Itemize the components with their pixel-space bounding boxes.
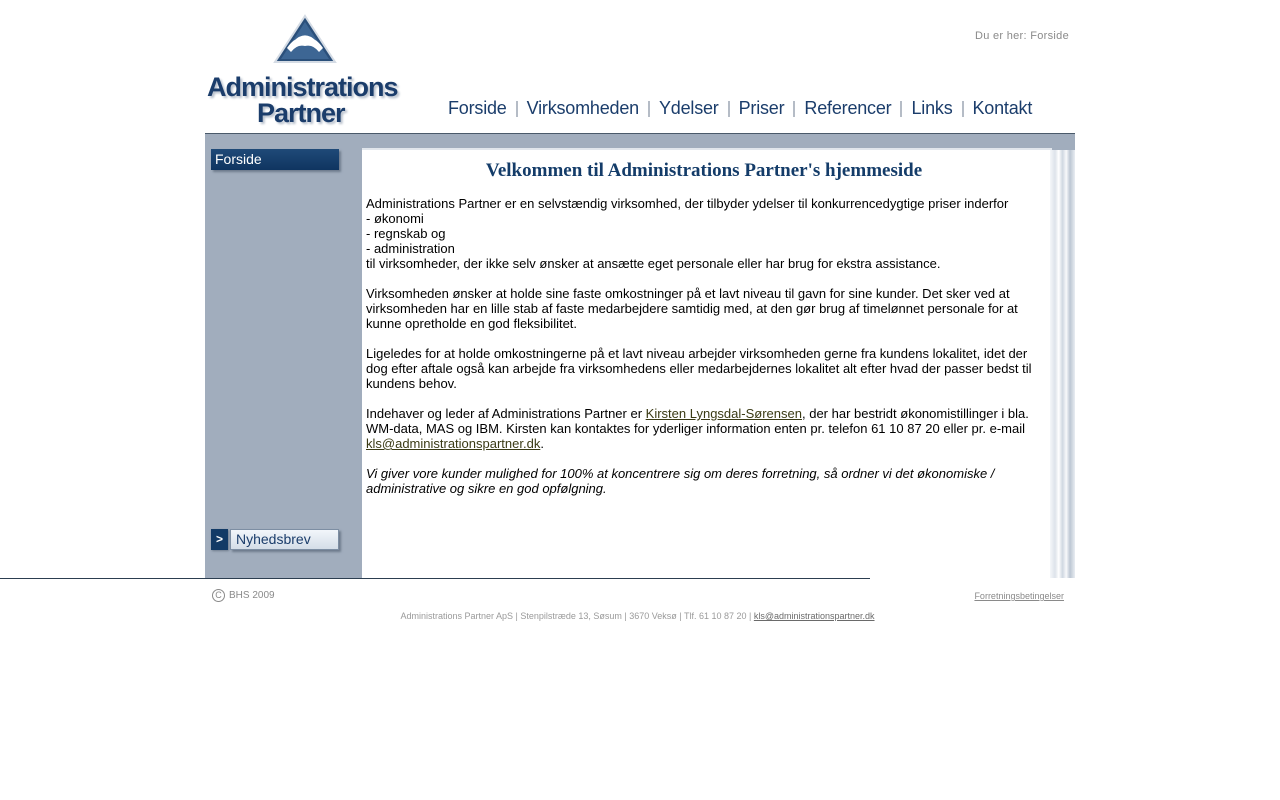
- nav-separator: [900, 101, 902, 117]
- page-wrapper: [205, 0, 1075, 578]
- email-link[interactable]: kls@administrationspartner.dk: [366, 436, 541, 451]
- newsletter-label: Nyhedsbrev: [230, 529, 339, 550]
- nav-links[interactable]: Links: [911, 98, 953, 118]
- slogan-paragraph: Vi giver vore kunder mulighed for 100% at koncentrere sig om deres forretning, så ordner vi det økonomiske / administrative og sikre en god opfølgning.: [366, 466, 995, 496]
- intro-text: Administrations Partner er en selvstændig virksomhed, der tilbyder ydelser til konkurrencedygtige priser inderfor: [366, 196, 1009, 211]
- owner-text-after: .: [540, 436, 544, 451]
- owner-text-before: Indehaver og leder af Administrations Partner er: [366, 406, 646, 421]
- logo-text-line1: Administrations: [207, 72, 398, 102]
- header: [205, 0, 1075, 134]
- service-item: - administration: [366, 241, 455, 256]
- owner-paragraph: [366, 406, 1038, 451]
- nav-separator: [793, 101, 795, 117]
- footer-divider: [0, 578, 870, 579]
- page-title: Velkommen til Administrations Partner's hjemmeside: [485, 160, 923, 181]
- newsletter-button[interactable]: [211, 529, 339, 550]
- footer-email-link[interactable]: kls@administrationspartner.dk: [753, 611, 875, 621]
- logo[interactable]: [207, 14, 417, 129]
- body-area: [205, 134, 1075, 578]
- owner-text-middle: , der har bestridt økonomistillinger i bla. WM-data, MAS og IBM. Kirsten kan kontaktes for yderliger information enten pr. telefon 61 10 87 20 eller pr. e-mail: [366, 406, 1029, 436]
- service-item: - økonomi: [366, 211, 424, 226]
- service-item: - regnskab og: [366, 226, 446, 241]
- intro-paragraph: [366, 196, 1038, 271]
- paper-stack-edge: [1050, 150, 1075, 578]
- nav-priser[interactable]: Priser: [738, 98, 785, 118]
- terms-link[interactable]: Forretningsbetingelser: [974, 591, 1064, 601]
- copyright-icon: C: [212, 589, 225, 602]
- sidebar: [205, 134, 360, 578]
- logo-text-line2: Partner: [257, 98, 345, 128]
- nav-kontakt[interactable]: Kontakt: [972, 98, 1033, 118]
- nav-ydelser[interactable]: Ydelser: [658, 98, 719, 118]
- nav-forside[interactable]: Forside: [448, 98, 507, 118]
- nav-separator: [648, 101, 650, 117]
- footer-copyright: [212, 589, 275, 602]
- sidebar-item-forside[interactable]: Forside: [211, 149, 339, 170]
- top-navigation: [448, 98, 1032, 119]
- main-content: [366, 196, 1038, 511]
- location-paragraph: Ligeledes for at holde omkostningerne på et lavt niveau arbejder virksomheden gerne fra kundens lokalitet, idet der dog efter aftale også kan arbejde fra virksomhedens eller medarbejdernes lokalitet alt efter hvad der passer bedst til kundens behov.: [366, 346, 1032, 391]
- nav-separator: [962, 101, 964, 117]
- address-text: Administrations Partner ApS | Stenpilstræde 13, Søsum | 3670 Veksø | Tlf. 61 10 87 20 |: [400, 611, 754, 621]
- nav-separator: [728, 101, 730, 117]
- owner-link[interactable]: Kirsten Lyngsdal-Sørensen: [645, 406, 802, 421]
- arrow-right-icon: >: [211, 529, 228, 550]
- intro-outro: til virksomheder, der ikke selv ønsker at ansætte eget personale eller har brug for ekstra assistance.: [366, 256, 941, 271]
- content-paper: [362, 148, 1052, 578]
- nav-virksomheden[interactable]: Virksomheden: [526, 98, 639, 118]
- cost-paragraph: Virksomheden ønsker at holde sine faste omkostninger på et lavt niveau til gavn for sine kunder. Det sker ved at virksomheden har en lille stab af faste medarbejdere samtidig med, at den gør brug af timelønnet personale for at kunne opretholde en god fleksibilitet.: [366, 286, 1018, 331]
- nav-referencer[interactable]: Referencer: [804, 98, 892, 118]
- footer-address: [0, 611, 1275, 621]
- handshake-emblem-icon: [273, 14, 337, 64]
- breadcrumb: Du er her: Forside: [974, 30, 1069, 42]
- copyright-text: BHS 2009: [229, 590, 275, 601]
- nav-separator: [516, 101, 518, 117]
